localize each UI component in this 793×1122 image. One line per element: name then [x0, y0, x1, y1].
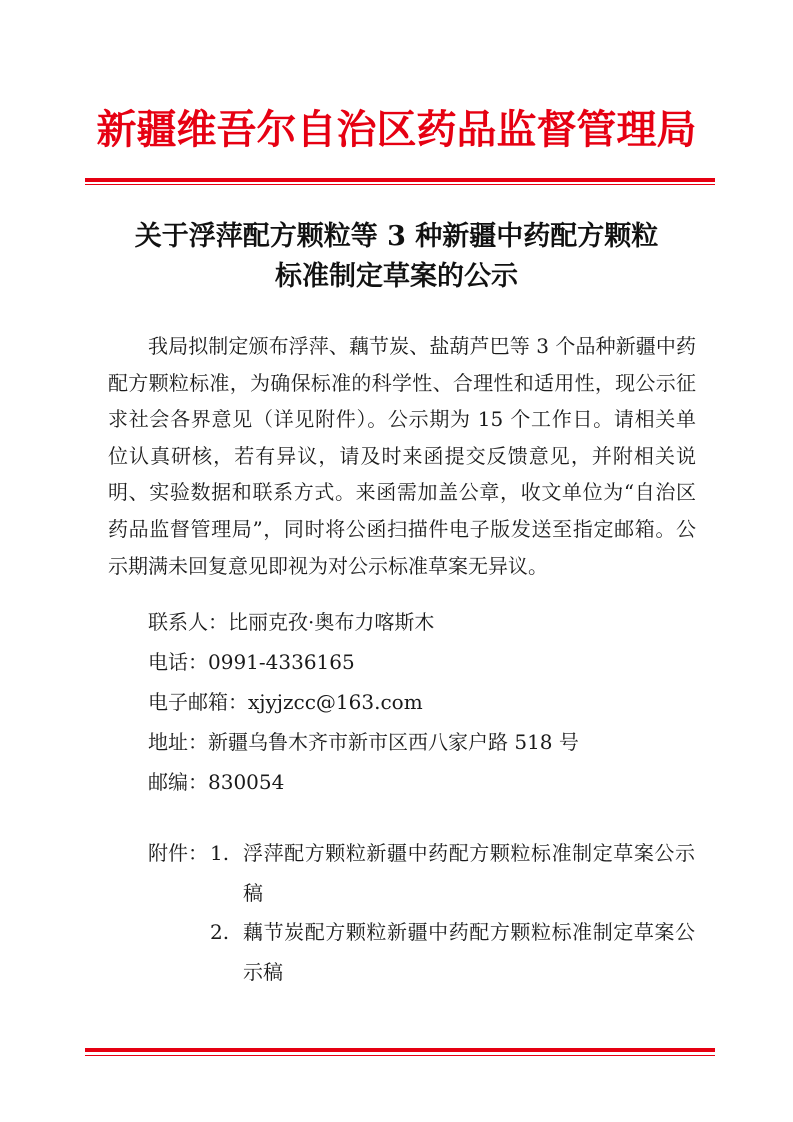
attachment-2-number: 2. [210, 920, 230, 944]
body-paragraph: 我局拟制定颁布浮萍、藕节炭、盐葫芦巴等 3 个品种新疆中药配方颗粒标准，为确保标准的科学性、合理性和适用性，现公示征求社会各界意见（详见附件）。公示期为 15 个工作日。请相关单位认真研核，若有异议，请及时来函提交反馈意见，并附相关说明、实验数据和联系方式。来函需加盖公章，收文单位为“自治区药品监督管理局”，同时将公函扫描件电子版发送至指定邮箱。公示期满未回复意见即视为对公示标准草案无异议。 [108, 334, 696, 578]
attachment-1-number: 1. [210, 841, 230, 865]
notice-title-line-2: 标准制定草案的公示 [275, 261, 518, 292]
contact-phone: 电话：0991-4336165 [148, 650, 355, 674]
contact-person: 联系人：比丽克孜·奥布力喀斯木 [148, 610, 435, 634]
contact-postcode: 邮编：830054 [148, 770, 285, 794]
contact-email[interactable]: 电子邮箱：xjyjzcc@163.com [148, 690, 423, 714]
attachments-label: 附件： [148, 841, 208, 865]
attachment-2-link[interactable]: 藕节炭配方颗粒新疆中药配方颗粒标准制定草案公示稿 [243, 920, 695, 984]
footer-rule-thick [85, 1048, 715, 1052]
issuer-masthead: 新疆维吾尔自治区药品监督管理局 [96, 107, 697, 153]
footer-rule-thin [85, 1055, 715, 1056]
contact-address: 地址：新疆乌鲁木齐市新市区西八家户路 518 号 [148, 730, 579, 754]
notice-title-line-1: 关于浮萍配方颗粒等 3 种新疆中药配方颗粒 [134, 221, 659, 252]
attachment-1-link[interactable]: 浮萍配方颗粒新疆中药配方颗粒标准制定草案公示稿 [243, 841, 695, 905]
masthead-rule-thick [85, 178, 715, 182]
masthead-rule-thin [85, 184, 715, 185]
